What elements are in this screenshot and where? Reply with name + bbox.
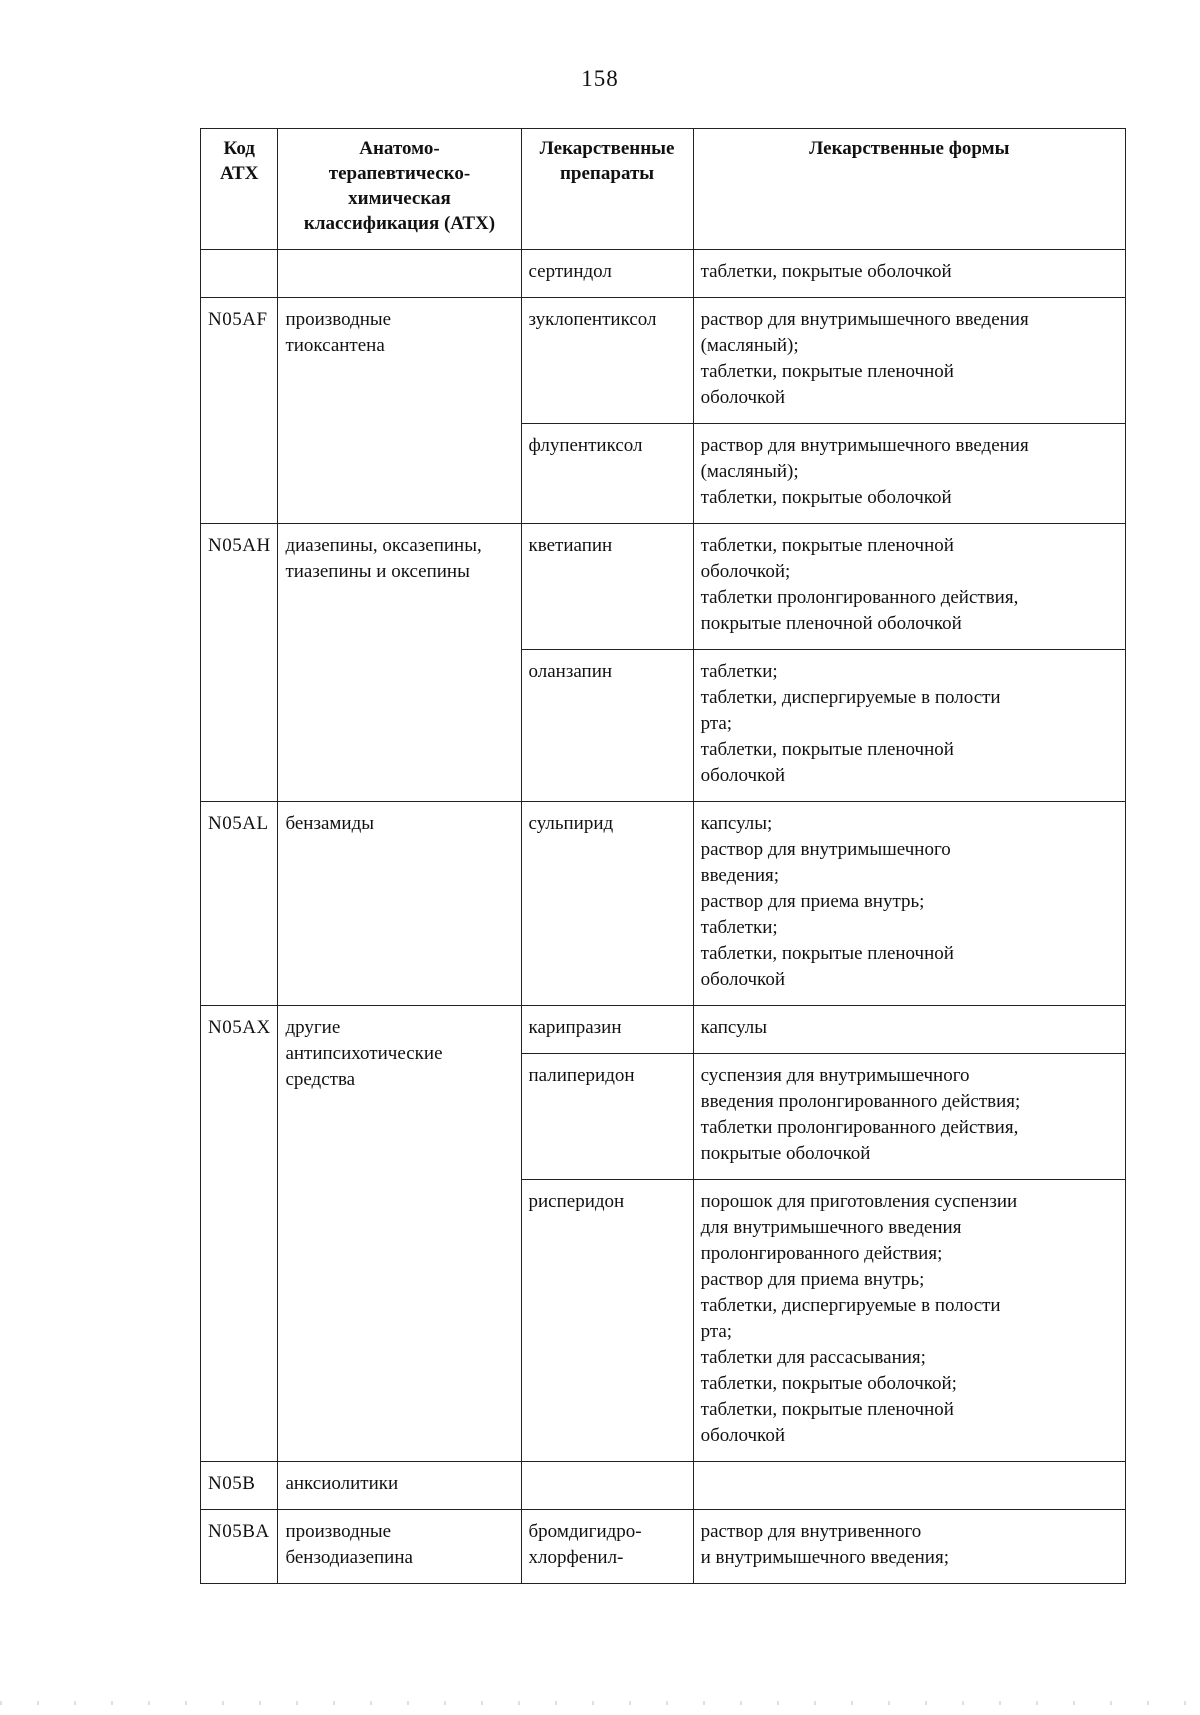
table-row xyxy=(201,1510,1126,1584)
table-row xyxy=(201,524,1126,650)
atx-code-cell xyxy=(201,250,278,298)
drug-cell: бромдигидро- хлорфенил- xyxy=(521,1510,693,1584)
header-forms: Лекарственные формы xyxy=(693,129,1125,250)
atx-code-cell: N05AL xyxy=(201,802,278,1006)
drug-cell xyxy=(521,1462,693,1510)
table-row xyxy=(201,1006,1126,1054)
atx-class-cell: производные бензодиазепина xyxy=(278,1510,521,1584)
atx-code-cell: N05AX xyxy=(201,1006,278,1462)
atx-code-cell: N05B xyxy=(201,1462,278,1510)
table-row xyxy=(201,298,1126,424)
drug-cell: сертиндол xyxy=(521,250,693,298)
atx-class-cell: бензамиды xyxy=(278,802,521,1006)
dosage-forms-cell: таблетки; таблетки, диспергируемые в полости рта; таблетки, покрытые пленочной оболочкой xyxy=(693,650,1125,802)
header-classification: Анатомо- терапевтическо- химическая классификация (АТХ) xyxy=(278,129,521,250)
atx-code-cell: N05AF xyxy=(201,298,278,524)
table-row xyxy=(201,1462,1126,1510)
atx-code-cell: N05AH xyxy=(201,524,278,802)
header-drugs: Лекарственные препараты xyxy=(521,129,693,250)
drug-cell: сульпирид xyxy=(521,802,693,1006)
drug-cell: флупентиксол xyxy=(521,424,693,524)
table-header-row xyxy=(201,129,1126,250)
scan-artifact-line xyxy=(0,1701,1200,1705)
table-row xyxy=(201,802,1126,1006)
table-row xyxy=(201,250,1126,298)
page-number: 158 xyxy=(581,66,619,91)
dosage-forms-cell: раствор для внутримышечного введения (масляный); таблетки, покрытые пленочной оболочкой xyxy=(693,298,1125,424)
dosage-forms-cell xyxy=(693,1462,1125,1510)
drug-cell: карипразин xyxy=(521,1006,693,1054)
dosage-forms-cell: капсулы; раствор для внутримышечного введения; раствор для приема внутрь; таблетки; таблетки, покрытые пленочной оболочкой xyxy=(693,802,1125,1006)
atx-class-cell xyxy=(278,250,521,298)
atx-class-cell: производные тиоксантена xyxy=(278,298,521,524)
dosage-forms-cell: капсулы xyxy=(693,1006,1125,1054)
atx-code-cell: N05BA xyxy=(201,1510,278,1584)
dosage-forms-cell: порошок для приготовления суспензии для внутримышечного введения пролонгированного действия; раствор для приема внутрь; таблетки, диспергируемые в полости рта; таблетки для рассасывания; таблетки, покрытые оболочкой; таблетки, покрытые пленочной оболочкой xyxy=(693,1180,1125,1462)
dosage-forms-cell: раствор для внутримышечного введения (масляный); таблетки, покрытые оболочкой xyxy=(693,424,1125,524)
drug-cell: палиперидон xyxy=(521,1054,693,1180)
drug-cell: кветиапин xyxy=(521,524,693,650)
dosage-forms-cell: суспензия для внутримышечного введения пролонгированного действия; таблетки пролонгированного действия, покрытые оболочкой xyxy=(693,1054,1125,1180)
dosage-forms-cell: таблетки, покрытые пленочной оболочкой; таблетки пролонгированного действия, покрытые пленочной оболочкой xyxy=(693,524,1125,650)
atx-class-cell: другие антипсихотические средства xyxy=(278,1006,521,1462)
atx-class-cell: диазепины, оксазепины, тиазепины и оксепины xyxy=(278,524,521,802)
dosage-forms-cell: раствор для внутривенного и внутримышечного введения; xyxy=(693,1510,1125,1584)
header-code: Код АТХ xyxy=(201,129,278,250)
atx-table xyxy=(200,128,1126,1584)
drug-cell: оланзапин xyxy=(521,650,693,802)
drug-cell: зуклопентиксол xyxy=(521,298,693,424)
atx-class-cell: анксиолитики xyxy=(278,1462,521,1510)
drug-cell: рисперидон xyxy=(521,1180,693,1462)
dosage-forms-cell: таблетки, покрытые оболочкой xyxy=(693,250,1125,298)
